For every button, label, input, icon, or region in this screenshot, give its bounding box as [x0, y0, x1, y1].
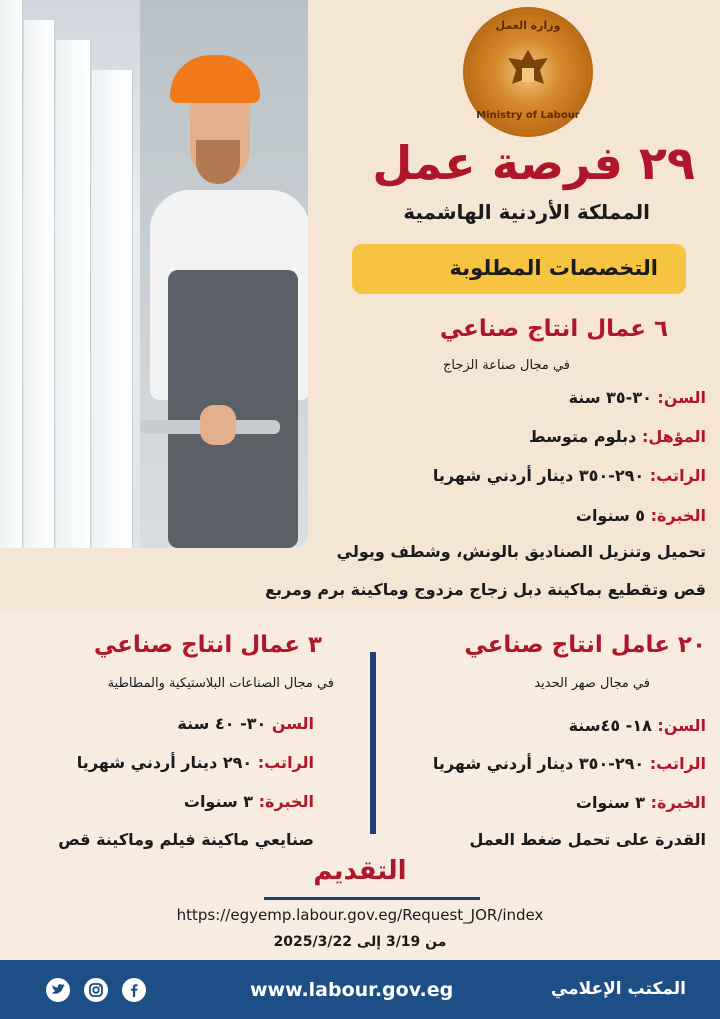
job1-age: [569, 388, 706, 407]
facebook-icon[interactable]: [122, 978, 146, 1002]
job1-age-label: السن:: [657, 388, 706, 407]
instagram-icon[interactable]: [84, 978, 108, 1002]
twitter-icon[interactable]: [46, 978, 70, 1002]
job3-experience: [184, 792, 314, 811]
headline: ٢٩ فرصة عمل: [372, 136, 695, 190]
job1-exp-value: ٥ سنوات: [575, 506, 646, 525]
job3-salary-label: الراتب:: [257, 753, 314, 772]
job2-title: ٢٠ عامل انتاج صناعي: [464, 632, 706, 658]
job1-qual-label: المؤهل:: [641, 427, 706, 446]
job3-desc: صنايعي ماكينة فيلم وماكينة قص: [58, 830, 314, 849]
website-link[interactable]: www.labour.gov.eg: [250, 979, 454, 1001]
job3-salary-value: ٢٩٠ دينار أردني شهريا: [76, 753, 253, 772]
job2-salary-value: ٢٩٠-٣٥٠ دينار أردني شهريا: [432, 754, 645, 773]
job1-field: في مجال صناعة الزجاج: [443, 358, 570, 373]
apply-underline: [264, 897, 480, 900]
job2-desc: القدرة على تحمل ضغط العمل: [469, 830, 706, 849]
specialties-banner: [352, 244, 686, 294]
job1-desc2: قص وتقطيع بماكينة دبل زجاج مزدوج وماكينة برم ومربع: [265, 580, 706, 599]
job1-exp-label: الخبرة:: [650, 506, 706, 525]
job2-exp-label: الخبرة:: [650, 793, 706, 812]
job1-qual-value: دبلوم متوسط: [528, 427, 637, 446]
job3-exp-value: ٣ سنوات: [183, 792, 254, 811]
media-office-label: المكتب الإعلامي: [550, 979, 686, 999]
job3-age: [177, 714, 314, 733]
job2-experience: [576, 793, 706, 812]
job1-qualification: [529, 427, 706, 446]
job3-field: في مجال الصناعات البلاستيكية والمطاطية: [107, 676, 334, 691]
column-divider: [370, 652, 376, 834]
job2-age-label: السن:: [657, 716, 706, 735]
job2-salary-label: الراتب:: [649, 754, 706, 773]
ministry-logo: [466, 10, 590, 134]
apply-heading: التقديم: [313, 856, 407, 886]
job3-exp-label: الخبرة:: [258, 792, 314, 811]
specialties-label: التخصصات المطلوبة: [449, 256, 658, 280]
job1-salary: [433, 466, 706, 485]
apply-dates: من 3/19 إلى 2025/3/22: [273, 934, 447, 950]
job1-experience: [576, 506, 706, 525]
job2-age: [569, 716, 706, 735]
job1-salary-label: الراتب:: [649, 466, 706, 485]
job1-title: ٦ عمال انتاج صناعي: [439, 316, 668, 342]
eagle-emblem-icon: [494, 38, 562, 106]
logo-arabic-text: وزارة العمل: [495, 19, 561, 32]
job2-salary: [433, 754, 706, 773]
footer-bar: [0, 960, 720, 1019]
apply-url-link[interactable]: https://egyemp.labour.gov.eg/Request_JOR/index: [176, 906, 544, 924]
job2-exp-value: ٣ سنوات: [575, 793, 646, 812]
job2-field: في مجال صهر الحديد: [534, 676, 650, 691]
job3-title: ٣ عمال انتاج صناعي: [93, 632, 322, 658]
job3-salary: [77, 753, 314, 772]
job1-age-value: ٣٠-٣٥ سنة: [568, 388, 652, 407]
job3-age-label: السن: [271, 714, 314, 733]
worker-photo: [0, 0, 308, 548]
kingdom-name: المملكة الأردنية الهاشمية: [403, 200, 650, 224]
logo-english-text: Ministry of Labour: [476, 110, 580, 121]
job3-age-value: ٣٠- ٤٠ سنة: [177, 714, 267, 733]
job1-salary-value: ٢٩٠-٣٥٠ دينار أردني شهريا: [432, 466, 645, 485]
job2-age-value: ١٨- ٤٥سنة: [568, 716, 652, 735]
job1-desc1: تحميل وتنزيل الصناديق بالونش، وشطف ويولي: [336, 542, 706, 561]
